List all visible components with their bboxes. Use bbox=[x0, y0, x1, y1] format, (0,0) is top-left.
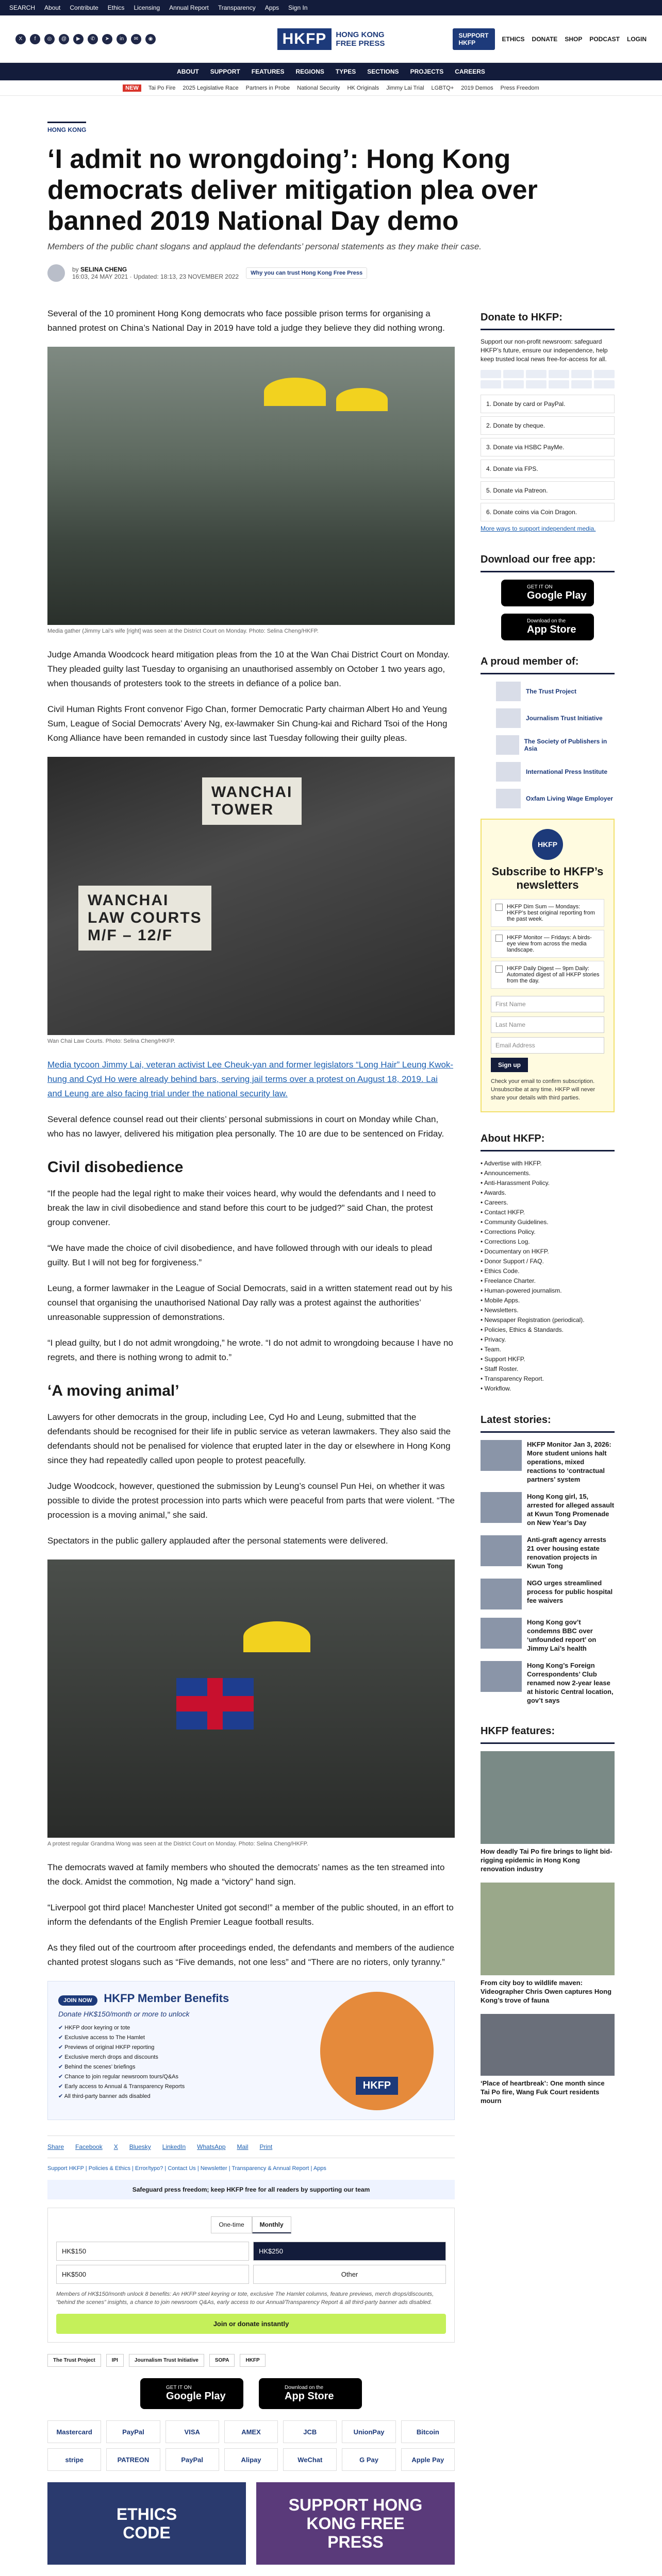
payment-logo: PayPal bbox=[106, 2420, 160, 2443]
member-org[interactable] bbox=[496, 682, 615, 701]
latest-story[interactable] bbox=[481, 1661, 615, 1705]
podcast-header-link[interactable]: PODCAST bbox=[589, 35, 620, 43]
payment-logo: JCB bbox=[283, 2420, 337, 2443]
partner-logo[interactable]: IPI bbox=[106, 2354, 124, 2367]
avatar bbox=[47, 264, 65, 282]
about-link[interactable]: • Awards. bbox=[481, 1188, 615, 1198]
payment-logo: Bitcoin bbox=[401, 2420, 455, 2443]
search-link[interactable]: SEARCH bbox=[9, 4, 36, 11]
about-list bbox=[481, 1159, 615, 1394]
benefit-item: ✔ Chance to join regular newsroom tours/Q&As bbox=[58, 2072, 444, 2082]
donate-option[interactable]: 3. Donate via HSBC PayMe. bbox=[481, 438, 615, 456]
feature-image bbox=[481, 2014, 615, 2076]
app-title: Download our free app: bbox=[481, 549, 615, 572]
join-donate-button[interactable]: Join or donate instantly bbox=[56, 2314, 446, 2334]
partner-logo[interactable]: HKFP bbox=[240, 2354, 265, 2367]
article-footer-links[interactable]: Support HKFP | Policies & Ethics | Error/typo? | Contact Us | Newsletter | Transparency & Annual Report | Apps bbox=[47, 2165, 326, 2172]
login-header-link[interactable]: LOGIN bbox=[627, 35, 647, 43]
mascot-illustration bbox=[320, 1992, 434, 2110]
social-icons bbox=[15, 34, 201, 44]
feature-image bbox=[481, 1883, 615, 1975]
article-subhead: Members of the public chant slogans and applaud the defendants’ personal statements as they make their case. bbox=[47, 242, 482, 251]
paragraph: “Liverpool got third place! Manchester United got second!” a member of the public shouted, in an effort to inform the defendants of the English Premier League football results. bbox=[47, 1903, 454, 1927]
feature-headline[interactable]: ‘Place of heartbreak’: One month since Tai Po fire, Wang Fuk Court residents mourn bbox=[481, 2079, 605, 2105]
more-ways-row bbox=[481, 524, 615, 533]
story-headline[interactable]: NGO urges streamlined process for public hospital fee waivers bbox=[527, 1579, 613, 1604]
amount-option[interactable]: HK$150 bbox=[56, 2242, 249, 2261]
content-columns bbox=[47, 307, 615, 2565]
benefit-item: ✔ HKFP door keyring or tote bbox=[58, 2023, 444, 2033]
benefit-item: ✔ Exclusive merch drops and discounts bbox=[58, 2053, 444, 2062]
share-x[interactable]: X bbox=[113, 2143, 118, 2150]
latest-story[interactable] bbox=[481, 1535, 615, 1570]
threads-icon[interactable]: @ bbox=[59, 34, 69, 44]
story-thumbnail bbox=[481, 1579, 522, 1609]
nav-careers[interactable]: CAREERS bbox=[455, 68, 485, 75]
partner-logos bbox=[47, 2354, 455, 2367]
paragraph: Judge Woodcock, however, questioned the submission by Leung’s counsel Pun Hei, on whether it was possible to divide the protest procession into parts which were peaceful from parts that were violent. “The procession is a moving animal,” she said. bbox=[47, 1481, 455, 1520]
about-link[interactable]: • Newspaper Registration (periodical). bbox=[481, 1315, 615, 1325]
member-title: A proud member of: bbox=[481, 651, 615, 674]
about-link[interactable]: • Ethics Code. bbox=[481, 1266, 615, 1276]
last-name-input[interactable]: Last Name bbox=[491, 1016, 604, 1033]
ethics-code-banner[interactable]: ETHICS CODE bbox=[47, 2482, 246, 2565]
app-store-buttons bbox=[47, 2378, 455, 2409]
support-hkfp-banner[interactable]: SUPPORT HONG KONG FREE PRESS bbox=[256, 2482, 455, 2565]
umbrella-shape bbox=[336, 388, 388, 411]
umbrella-shape bbox=[264, 378, 326, 406]
promo-banners bbox=[47, 2482, 455, 2565]
newsletter-option[interactable] bbox=[491, 961, 604, 989]
youtube-icon[interactable]: ▶ bbox=[73, 34, 84, 44]
about-link[interactable]: • Documentary on HKFP. bbox=[481, 1247, 615, 1257]
donate-option[interactable]: 5. Donate via Patreon. bbox=[481, 481, 615, 500]
site-logo[interactable] bbox=[201, 28, 461, 50]
about-link[interactable]: About bbox=[44, 4, 61, 11]
payment-logo: Alipay bbox=[224, 2448, 278, 2471]
photo-media-gather bbox=[47, 347, 455, 625]
google-play-button[interactable] bbox=[140, 2378, 243, 2409]
donate-option[interactable]: 2. Donate by cheque. bbox=[481, 416, 615, 435]
trending-item[interactable]: Jimmy Lai Trial bbox=[386, 84, 424, 91]
card-icon bbox=[503, 380, 524, 388]
shop-header-link[interactable]: SHOP bbox=[565, 35, 583, 43]
donate-option[interactable]: 6. Donate coins via Coin Dragon. bbox=[481, 503, 615, 521]
newsletter-option-label: HKFP Dim Sum — Mondays: HKFP’s best original reporting from the past week. bbox=[507, 904, 595, 922]
nav-sections[interactable]: SECTIONS bbox=[367, 68, 399, 75]
about-link[interactable]: • Corrections Policy. bbox=[481, 1227, 615, 1237]
about-link[interactable]: • Human-powered journalism. bbox=[481, 1286, 615, 1296]
share-mail[interactable]: Mail bbox=[237, 2143, 249, 2150]
page-content bbox=[47, 96, 615, 2565]
photo-caption: Media gather (Jimmy Lai’s wife [right] was seen at the District Court on Monday. Photo: Selina Cheng/HKFP. bbox=[47, 628, 319, 634]
card-icon bbox=[549, 370, 569, 378]
latest-story[interactable] bbox=[481, 1492, 615, 1527]
newsletter-box bbox=[481, 819, 615, 1112]
share-print[interactable]: Print bbox=[259, 2143, 273, 2150]
article-kicker[interactable]: HONG KONG bbox=[47, 122, 86, 133]
paragraph: Several defence counsel read out their clients’ personal submissions in court on Monday while Chan, who has no lawyer, delivered his mitigation plea personally. The 10 are due to be sentenced on Friday. bbox=[47, 1114, 444, 1139]
trending-item[interactable]: 2025 Legislative Race bbox=[183, 84, 239, 91]
card-icon bbox=[481, 370, 501, 378]
trending-item[interactable]: National Security bbox=[297, 84, 340, 91]
nav-features[interactable]: FEATURES bbox=[251, 68, 285, 75]
payment-logo: PATREON bbox=[106, 2448, 160, 2471]
about-link[interactable]: • Freelance Charter. bbox=[481, 1276, 615, 1286]
member-label: International Press Institute bbox=[526, 768, 608, 775]
about-link[interactable]: • Advertise with HKFP. bbox=[481, 1159, 615, 1168]
paragraph: The democrats waved at family members who shouted the democrats’ names as the ten streamed into the dock. Amidst the commotion, Ng made a “victory” hand sign. bbox=[47, 1862, 445, 1887]
section-heading: ‘A moving animal’ bbox=[47, 1382, 179, 1399]
trending-item[interactable]: Tai Po Fire bbox=[148, 84, 176, 91]
store-big-text: App Store bbox=[285, 2391, 334, 2402]
feature-image bbox=[481, 1751, 615, 1844]
latest-title: Latest stories: bbox=[481, 1409, 615, 1433]
paragraph bbox=[47, 1058, 455, 1101]
store-small-text: GET IT ON bbox=[527, 584, 553, 590]
telegram-icon[interactable]: ➤ bbox=[102, 34, 112, 44]
paragraph: As they filed out of the courtroom after proceedings ended, the defendants and members of the audience chanted protest slogans such as “Five demands, not one less” and “There are no rioters, only tyranny.” bbox=[47, 1943, 455, 1967]
card-icon bbox=[549, 380, 569, 388]
trending-item[interactable]: LGBTQ+ bbox=[431, 84, 454, 91]
sidebar bbox=[481, 307, 615, 2565]
apps-link[interactable]: Apps bbox=[264, 4, 279, 11]
join-now-badge[interactable]: JOIN NOW bbox=[58, 1995, 97, 2006]
byline: by SELINA CHENG 16:03, 24 MAY 2021 · Updated: 18:13, 23 NOVEMBER 2022 Why you can trust Hong Kong Free Press bbox=[47, 264, 615, 291]
top-utility-bar bbox=[0, 0, 662, 15]
about-link[interactable]: • Donor Support / FAQ. bbox=[481, 1257, 615, 1266]
site-header bbox=[0, 15, 662, 63]
article-body bbox=[47, 307, 455, 2565]
union-flag-shape bbox=[176, 1678, 254, 1730]
about-link[interactable]: • Team. bbox=[481, 1345, 615, 1354]
member-org[interactable] bbox=[496, 708, 615, 728]
nav-regions[interactable]: REGIONS bbox=[295, 68, 324, 75]
story-headline[interactable]: Hong Kong gov’t condemns BBC over ‘unfounded report’ on Jimmy Lai’s health bbox=[527, 1618, 597, 1652]
member-logo bbox=[496, 762, 521, 782]
payment-logo: G Pay bbox=[342, 2448, 395, 2471]
benefits-donate-text: Donate HK$150/month or more to unlock bbox=[58, 2010, 190, 2018]
payment-logo: stripe bbox=[47, 2448, 101, 2471]
member-logo bbox=[496, 735, 519, 755]
app-store-button[interactable] bbox=[259, 2378, 362, 2409]
share-label: Share bbox=[47, 2143, 64, 2150]
member-label: The Society of Publishers in Asia bbox=[524, 738, 607, 752]
header-actions bbox=[458, 28, 647, 50]
checkbox[interactable] bbox=[495, 935, 503, 942]
payment-logo: UnionPay bbox=[342, 2420, 395, 2443]
paragraph: “We have made the choice of civil disobedience, and have followed through with our ideals to plead guilty. But I will not beg for forgiveness.” bbox=[47, 1243, 433, 1267]
photo-caption: A protest regular Grandma Wong was seen at the District Court on Monday. Photo: Selina Cheng/HKFP. bbox=[47, 1841, 308, 1847]
newsletter-note: Check your email to confirm subscription. Unsubscribe at any time. HKFP will never share your details with third parties. bbox=[491, 1078, 595, 1101]
main-nav bbox=[0, 63, 662, 80]
card-icon bbox=[594, 370, 615, 378]
nav-projects[interactable]: PROJECTS bbox=[410, 68, 444, 75]
story-headline[interactable]: Hong Kong girl, 15, arrested for alleged assault at Kwun Tong Promenade on New Year’s Day bbox=[527, 1493, 615, 1527]
sidebar-google-play-button[interactable] bbox=[501, 580, 594, 606]
newsletter-option-label: HKFP Monitor — Fridays: A birds-eye view from across the media landscape. bbox=[507, 935, 592, 953]
features-title: HKFP features: bbox=[481, 1720, 615, 1744]
share-facebook[interactable]: Facebook bbox=[75, 2143, 103, 2150]
partner-logo[interactable]: SOPA bbox=[209, 2354, 235, 2367]
member-logo bbox=[496, 789, 521, 808]
frequency-toggle bbox=[56, 2216, 446, 2233]
about-link[interactable]: • Workflow. bbox=[481, 1384, 615, 1394]
checkbox[interactable] bbox=[495, 965, 503, 973]
photo-caption: Wan Chai Law Courts. Photo: Selina Cheng/HKFP. bbox=[47, 1038, 175, 1044]
feature-story[interactable] bbox=[481, 1751, 615, 1873]
logo-mark: HKFP bbox=[277, 28, 332, 50]
section-heading: Civil disobedience bbox=[47, 1159, 184, 1176]
newsletter-option[interactable] bbox=[491, 930, 604, 958]
payment-logo: AMEX bbox=[224, 2420, 278, 2443]
donate-header-link[interactable]: DONATE bbox=[532, 35, 558, 43]
member-label: The Trust Project bbox=[526, 688, 577, 695]
amount-option-selected[interactable]: HK$250 bbox=[253, 2242, 446, 2261]
paragraph: “If the people had the legal right to make their voices heard, why would the defendants and I need to break the law in civil disobedience and stand before this court to be judged?” said Chan, the protest group convener. bbox=[47, 1189, 436, 1227]
member-logo bbox=[496, 708, 521, 728]
card-icon bbox=[526, 370, 547, 378]
updated-date: Updated: 18:13, 23 NOVEMBER 2022 bbox=[133, 273, 239, 280]
payment-icons bbox=[481, 370, 615, 388]
logo-text: HONG KONG FREE PRESS bbox=[336, 30, 385, 48]
mascot-label: HKFP bbox=[356, 2077, 398, 2095]
feature-story[interactable] bbox=[481, 2014, 615, 2105]
paragraph: “I plead guilty, but I do not admit wrongdoing,” he wrote. “I do not admit to wrongdoing because I have no regrets, and there is nothing wrong to admit to.” bbox=[47, 1338, 453, 1362]
card-icon bbox=[594, 380, 615, 388]
transparency-link[interactable]: Transparency bbox=[218, 4, 256, 11]
newsletter-title: Subscribe to HKFP’s newsletters bbox=[491, 865, 604, 891]
newsletter-logo: HKFP bbox=[532, 829, 563, 860]
share-whatsapp[interactable]: WhatsApp bbox=[197, 2143, 226, 2150]
about-link[interactable]: • Newsletters. bbox=[481, 1306, 615, 1315]
email-input[interactable]: Email Address bbox=[491, 1037, 604, 1054]
freq-monthly[interactable]: Monthly bbox=[252, 2216, 291, 2233]
about-link[interactable]: • Corrections Log. bbox=[481, 1237, 615, 1247]
support-hkfp-button[interactable]: SUPPORT HKFP bbox=[453, 28, 495, 50]
feature-headline[interactable]: From city boy to wildlife maven: Videographer Chris Owen captures Hong Kong’s trove of fauna bbox=[481, 1979, 612, 2004]
photo-protester-flag bbox=[47, 1560, 455, 1838]
about-link[interactable]: • Careers. bbox=[481, 1198, 615, 1208]
trending-item[interactable]: Press Freedom bbox=[500, 84, 539, 91]
amount-other[interactable]: Other bbox=[253, 2265, 446, 2284]
about-link[interactable]: • Mobile Apps. bbox=[481, 1296, 615, 1306]
member-label: Journalism Trust Initiative bbox=[526, 715, 603, 722]
newsletter-option-label: HKFP Daily Digest — 9pm Daily: Automated digest of all HKFP stories from the day. bbox=[507, 965, 600, 984]
paragraph: Judge Amanda Woodcock heard mitigation pleas from the 10 at the Wan Chai District Court on Monday. They pleaded guilty last Tuesday to organising an unauthorised assembly on October 1 two years ago, when thousands of protesters took to the streets in defiance of a police ban. bbox=[47, 650, 450, 688]
law-courts-sign: WANCHAI LAW COURTS M/F – 12/F bbox=[78, 886, 211, 951]
amount-option[interactable]: HK$500 bbox=[56, 2265, 249, 2284]
benefit-item: ✔ Behind the scenes’ briefings bbox=[58, 2062, 444, 2072]
photo-law-courts bbox=[47, 757, 455, 1035]
ethics-header-link[interactable]: ETHICS bbox=[502, 35, 525, 43]
article-title: ‘I admit no wrongdoing’: Hong Kong democrats deliver mitigation plea over banned 2019 National Day demo bbox=[47, 144, 538, 236]
member-benefits-banner[interactable] bbox=[47, 1981, 455, 2120]
about-title: About HKFP: bbox=[481, 1128, 615, 1151]
membership-note: Members of HK$150/month unlock 8 benefits: An HKFP steel keyring or tote, exclusive The Hamlet columns, feature previews, merch drops/discounts, “behind the scenes” insights, a chance to join newsroom Q&As, early access to our Annual/Transparency Report & all third-party banner ads disabled. bbox=[56, 2291, 434, 2306]
card-icon bbox=[526, 380, 547, 388]
payment-logo: Apple Pay bbox=[401, 2448, 455, 2471]
member-org[interactable] bbox=[496, 762, 615, 782]
story-headline[interactable]: Anti-graft agency arrests 21 over housing estate renovation projects in Kwun Tong bbox=[527, 1536, 606, 1570]
feature-story[interactable] bbox=[481, 1883, 615, 2005]
benefit-item: ✔ Previews of original HKFP reporting bbox=[58, 2043, 444, 2053]
licensing-link[interactable]: Licensing bbox=[134, 4, 160, 11]
donate-option[interactable]: 1. Donate by card or PayPal. bbox=[481, 395, 615, 413]
about-link[interactable]: • Community Guidelines. bbox=[481, 1217, 615, 1227]
published-date: 16:03, 24 MAY 2021 bbox=[72, 273, 128, 280]
paragraph: Leung, a former lawmaker in the League of Social Democrats, said in a written statement read out by his counsel that organising the unauthorised National Day rally was a protest against the authorities’ unreasonable suppression of demonstrations. bbox=[47, 1283, 453, 1322]
benefit-item: ✔ Exclusive access to The Hamlet bbox=[58, 2033, 444, 2043]
trending-item[interactable]: 2019 Demos bbox=[461, 84, 493, 91]
new-badge: NEW bbox=[123, 84, 141, 92]
latest-story[interactable] bbox=[481, 1618, 615, 1653]
donate-text: Support our non-profit newsroom: safeguard HKFP’s future, ensure our independence, help keep trusted local news free-for-access for all. bbox=[481, 338, 608, 363]
paragraph: Several of the 10 prominent Hong Kong democrats who face possible prison terms for organising a banned protest on China’s National Day in 2019 have told a judge they believe they did nothing wrong. bbox=[47, 309, 445, 333]
sign-in-link[interactable]: Sign In bbox=[288, 4, 308, 11]
checkbox[interactable] bbox=[495, 904, 503, 911]
payment-logo: Mastercard bbox=[47, 2420, 101, 2443]
first-name-input[interactable]: First Name bbox=[491, 996, 604, 1012]
about-link[interactable]: • Transparency Report. bbox=[481, 1374, 615, 1384]
rss-icon[interactable]: ◉ bbox=[145, 34, 156, 44]
payment-logo: WeChat bbox=[283, 2448, 337, 2471]
paragraph: Lawyers for other democrats in the group, including Lee, Cyd Ho and Leung, submitted that the defendants should be recognised for their life in public service as veteran lawmakers. They also said the defendants should not be penalised for violence that erupted later in the day or elsewhere in Hong Kong since they had repeatedly called upon people to protest peacefully. bbox=[47, 1412, 451, 1465]
about-link[interactable]: • Announcements. bbox=[481, 1168, 615, 1178]
story-thumbnail bbox=[481, 1618, 522, 1649]
about-link[interactable]: • Support HKFP. bbox=[481, 1354, 615, 1364]
latest-story[interactable] bbox=[481, 1579, 615, 1609]
nav-support[interactable]: SUPPORT bbox=[210, 68, 240, 75]
story-thumbnail bbox=[481, 1492, 522, 1523]
member-label: Oxfam Living Wage Employer bbox=[526, 795, 613, 802]
article-link[interactable]: Media tycoon Jimmy Lai, veteran activist Lee Cheuk-yan and former legislators “Long Hair” Leung Kwok-hung and Cyd Ho were already behind bars, serving jail terms over a protest on August 18, 2019. Lai and Leung are also facing trial under the national security law. bbox=[47, 1060, 454, 1098]
safeguard-banner[interactable]: Safeguard press freedom; keep HKFP free for all readers by supporting our team bbox=[47, 2180, 455, 2199]
umbrella-shape bbox=[243, 1621, 310, 1652]
nav-about[interactable]: ABOUT bbox=[177, 68, 199, 75]
sidebar-app-store-button[interactable] bbox=[501, 614, 594, 640]
story-thumbnail bbox=[481, 1661, 522, 1692]
trending-bar bbox=[0, 80, 662, 96]
byline-by: by bbox=[72, 266, 79, 273]
instagram-icon[interactable]: ◎ bbox=[44, 34, 55, 44]
story-headline[interactable]: HKFP Monitor Jan 3, 2026: More student unions halt operations, mixed reactions to ‘contractual partners’ system bbox=[527, 1440, 611, 1483]
amount-options bbox=[56, 2242, 446, 2284]
email-icon[interactable]: ✉ bbox=[131, 34, 141, 44]
story-headline[interactable]: Hong Kong’s Foreign Correspondents’ Club renamed now 2-year lease at historic Central location, gov’t says bbox=[527, 1662, 614, 1704]
latest-story[interactable] bbox=[481, 1440, 615, 1484]
share-bluesky[interactable]: Bluesky bbox=[129, 2143, 151, 2150]
donate-option[interactable]: 4. Donate via FPS. bbox=[481, 460, 615, 478]
partner-logo[interactable]: Journalism Trust Initiative bbox=[129, 2354, 204, 2367]
facebook-icon[interactable]: f bbox=[30, 34, 40, 44]
about-link[interactable]: • Contact HKFP. bbox=[481, 1208, 615, 1217]
story-thumbnail bbox=[481, 1440, 522, 1471]
trending-item[interactable]: Partners in Probe bbox=[245, 84, 290, 91]
member-org[interactable] bbox=[496, 735, 615, 755]
more-ways-link[interactable]: More ways to support independent media. bbox=[481, 525, 596, 532]
store-small-text: Download on the bbox=[285, 2385, 324, 2391]
whatsapp-icon[interactable]: ✆ bbox=[88, 34, 98, 44]
about-link[interactable]: • Privacy. bbox=[481, 1335, 615, 1345]
store-small-text: GET IT ON bbox=[166, 2385, 192, 2391]
card-icon bbox=[481, 380, 501, 388]
ethics-link[interactable]: Ethics bbox=[107, 4, 125, 11]
trending-item[interactable]: HK Originals bbox=[347, 84, 379, 91]
nav-types[interactable]: TYPES bbox=[335, 68, 356, 75]
member-org[interactable] bbox=[496, 789, 615, 808]
feature-headline[interactable]: How deadly Tai Po fire brings to light bid-rigging epidemic in Hong Kong renovation industry bbox=[481, 1848, 613, 1873]
contribute-link[interactable]: Contribute bbox=[70, 4, 98, 11]
annual-report-link[interactable]: Annual Report bbox=[169, 4, 209, 11]
linkedin-icon[interactable]: in bbox=[117, 34, 127, 44]
payment-methods bbox=[47, 2420, 455, 2471]
share-linkedin[interactable]: LinkedIn bbox=[162, 2143, 186, 2150]
donate-title: Donate to HKFP: bbox=[481, 307, 615, 330]
card-icon bbox=[503, 370, 524, 378]
share-bar bbox=[47, 2136, 455, 2158]
about-link[interactable]: • Policies, Ethics & Standards. bbox=[481, 1325, 615, 1335]
x-icon[interactable]: X bbox=[15, 34, 26, 44]
story-thumbnail bbox=[481, 1535, 522, 1566]
signup-button[interactable]: Sign up bbox=[491, 1058, 528, 1072]
benefits-title: HKFP Member Benefits bbox=[104, 1992, 229, 2005]
card-icon bbox=[571, 370, 592, 378]
card-icon bbox=[571, 380, 592, 388]
store-big-text: App Store bbox=[527, 624, 576, 635]
freq-one-time[interactable]: One-time bbox=[211, 2216, 252, 2233]
paragraph: Civil Human Rights Front convenor Figo Chan, former Democratic Party chairman Albert Ho and Yeung Sum, League of Social Democrats’ Avery Ng, ex-lawmaker Sin Chung-kai and Richard Tsoi of the Hong Kong Alliance have been remanded in custody since last Tuesday following their guilty pleas. bbox=[47, 704, 448, 743]
about-link[interactable]: • Anti-Harassment Policy. bbox=[481, 1178, 615, 1188]
benefit-item: ✔ Early access to Annual & Transparency Reports bbox=[58, 2082, 444, 2092]
store-small-text: Download on the bbox=[527, 618, 566, 624]
member-logo bbox=[496, 682, 521, 701]
store-big-text: Google Play bbox=[527, 590, 587, 601]
payment-logo: VISA bbox=[166, 2420, 219, 2443]
newsletter-option[interactable] bbox=[491, 899, 604, 927]
store-big-text: Google Play bbox=[166, 2391, 226, 2402]
paragraph: Spectators in the public gallery applauded after the personal statements were delivered. bbox=[47, 1536, 388, 1546]
payment-logo: PayPal bbox=[166, 2448, 219, 2471]
tower-sign: WANCHAI TOWER bbox=[202, 777, 302, 825]
donate-widget bbox=[47, 2208, 455, 2343]
benefit-item: ✔ All third-party banner ads disabled bbox=[58, 2092, 444, 2102]
partner-logo[interactable]: The Trust Project bbox=[47, 2354, 101, 2367]
trust-badge[interactable]: Why you can trust Hong Kong Free Press bbox=[246, 267, 367, 279]
about-link[interactable]: • Staff Roster. bbox=[481, 1364, 615, 1374]
author-name[interactable]: SELINA CHENG bbox=[80, 266, 127, 273]
